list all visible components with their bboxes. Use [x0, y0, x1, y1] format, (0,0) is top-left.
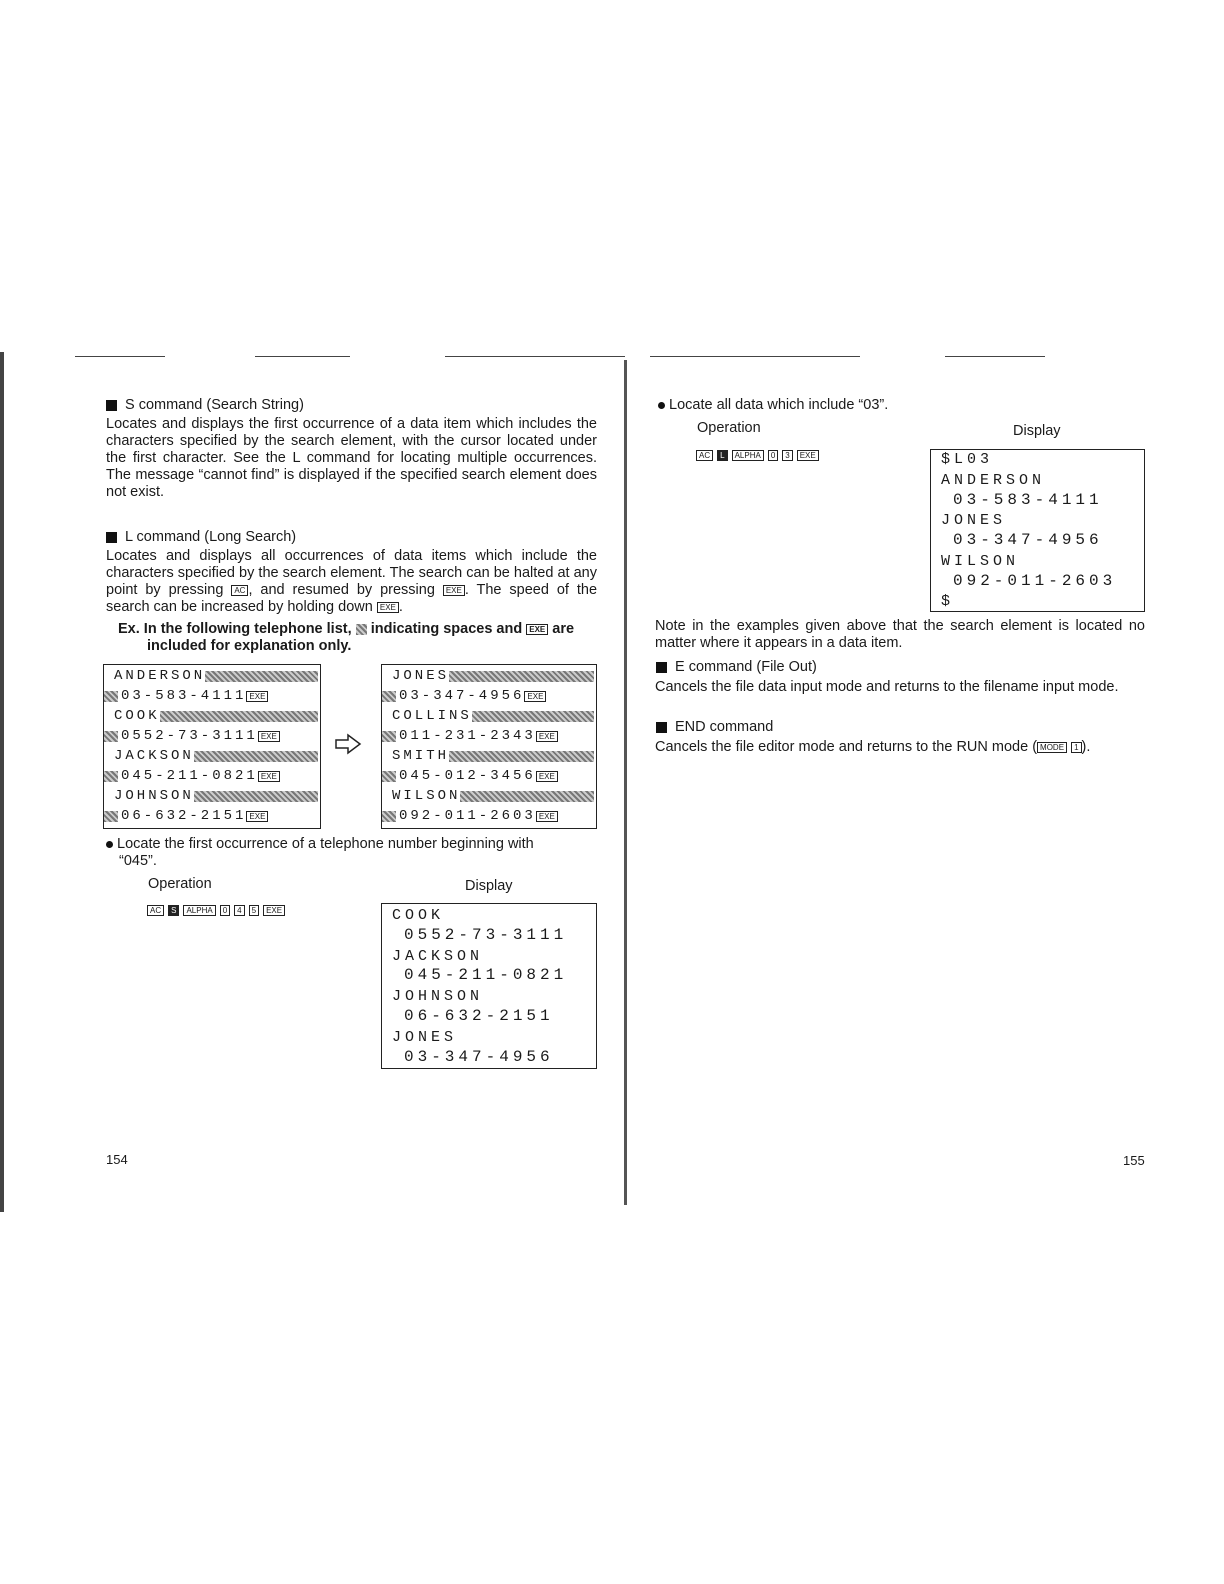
list-item: COOK — [104, 706, 320, 726]
list-item: JACKSON — [104, 746, 320, 766]
display-screen — [930, 449, 1145, 612]
right-arrow-icon — [334, 732, 362, 756]
display-row: 03-347-4956 — [953, 531, 1103, 549]
example-note-line-2: included for explanation only. — [147, 638, 352, 654]
exe-key-icon: EXE — [526, 624, 548, 635]
exe-key-icon: EXE — [443, 585, 465, 596]
exe-key-icon: EXE — [536, 771, 558, 782]
display-row: 03-583-4111 — [953, 491, 1103, 509]
display-row: 0552-73-3111 — [404, 926, 568, 944]
bullet-dot-icon — [106, 841, 113, 848]
list-item: 092-011-2603 EXE — [382, 806, 596, 826]
display-screen — [381, 903, 597, 1069]
locate-instruction: Locate the first occurrence of a telephone number beginning with — [106, 836, 597, 853]
space-marker-icon — [449, 671, 594, 682]
ac-key-icon: AC — [231, 585, 248, 596]
space-marker-icon — [460, 791, 594, 802]
page-number: 154 — [106, 1152, 128, 1167]
top-rule — [445, 356, 625, 357]
e-command-heading: E command (File Out) — [656, 659, 817, 675]
l-command-body: Locates and displays all occurrences of data items which include the characters specified by the search element. The search can be halted at any point by pressing AC , and resumed by pressing EXE . The speed of the search can be increased by holding down EXE . — [106, 548, 598, 615]
display-row: $ — [941, 593, 955, 610]
top-rule — [255, 356, 350, 357]
operation-keys — [696, 450, 819, 461]
s-command-body: Locates and displays the first occurrence of a data item which includes the characters specified by the search element, with the cursor located under the first character. See the L command for locating multiple occurrences. The message “cannot find” is displayed if the specified search element does not exist. — [106, 416, 597, 500]
e-command-body: Cancels the file data input mode and returns to the filename input mode. — [655, 679, 1119, 695]
list-item: 045-211-0821 EXE — [104, 766, 320, 786]
space-marker-icon — [194, 751, 318, 762]
ac-key-icon: AC — [147, 905, 164, 916]
locate-instruction-line-2: “045”. — [119, 853, 157, 869]
list-item: 03-583-4111 EXE — [104, 686, 320, 706]
display-row: WILSON — [941, 553, 1020, 570]
left-edge — [0, 352, 4, 1212]
bullet-square-icon — [656, 662, 667, 673]
s-key-icon: S — [168, 905, 179, 916]
display-row: JONES — [392, 1029, 458, 1046]
exe-key-icon: EXE — [258, 771, 280, 782]
space-marker-icon — [382, 691, 396, 702]
exe-key-icon: EXE — [536, 811, 558, 822]
end-command-body: Cancels the file editor mode and returns to the RUN mode ( MODE 1 ). — [655, 739, 1091, 755]
list-item: WILSON — [382, 786, 596, 806]
display-row: 03-347-4956 — [404, 1048, 554, 1066]
exe-key-icon: EXE — [797, 450, 819, 461]
operation-keys — [147, 905, 285, 916]
display-row: ANDERSON — [941, 472, 1046, 489]
list-item: COLLINS — [382, 706, 596, 726]
list-item: 0552-73-3111 EXE — [104, 726, 320, 746]
digit-key-icon: 0 — [220, 905, 230, 916]
top-rule — [945, 356, 1045, 357]
exe-key-icon: EXE — [536, 731, 558, 742]
digit-key-icon: 4 — [234, 905, 244, 916]
top-rule — [75, 356, 165, 357]
display-label: Display — [1013, 423, 1061, 439]
alpha-key-icon: ALPHA — [183, 905, 215, 916]
list-item: 045-012-3456 EXE — [382, 766, 596, 786]
display-row: 092-011-2603 — [953, 572, 1117, 590]
bullet-dot-icon — [658, 402, 665, 409]
space-marker-icon — [194, 791, 318, 802]
space-marker-icon — [104, 771, 118, 782]
space-marker-icon — [382, 771, 396, 782]
space-marker-icon — [104, 811, 118, 822]
end-command-heading: END command — [656, 719, 773, 735]
ac-key-icon: AC — [696, 450, 713, 461]
list-item: 03-347-4956 EXE — [382, 686, 596, 706]
space-marker-icon — [160, 711, 318, 722]
display-row: JONES — [941, 512, 1007, 529]
bullet-square-icon — [656, 722, 667, 733]
bullet-square-icon — [106, 400, 117, 411]
exe-key-icon: EXE — [246, 691, 268, 702]
list-item: 06-632-2151 EXE — [104, 806, 320, 826]
space-marker-icon — [382, 731, 396, 742]
exe-key-icon: EXE — [524, 691, 546, 702]
space-marker-icon — [356, 624, 367, 635]
display-row: 06-632-2151 — [404, 1007, 554, 1025]
telephone-list-after — [381, 664, 597, 829]
space-marker-icon — [205, 671, 318, 682]
list-item: ANDERSON — [104, 666, 320, 686]
space-marker-icon — [104, 731, 118, 742]
exe-key-icon: EXE — [246, 811, 268, 822]
list-item: JONES — [382, 666, 596, 686]
l-key-icon: L — [717, 450, 727, 461]
exe-key-icon: EXE — [258, 731, 280, 742]
digit-key-icon: 3 — [782, 450, 792, 461]
operation-label: Operation — [148, 876, 212, 892]
display-row: $L03 — [941, 451, 994, 468]
exe-key-icon: EXE — [263, 905, 285, 916]
display-row: COOK — [392, 907, 445, 924]
page-number: 155 — [1123, 1153, 1145, 1168]
s-command-heading: S command (Search String) — [106, 397, 304, 413]
locate-instruction: Locate all data which include “03”. — [658, 397, 888, 414]
list-item: SMITH — [382, 746, 596, 766]
space-marker-icon — [104, 691, 118, 702]
digit-key-icon: 1 — [1071, 742, 1081, 753]
top-rule — [650, 356, 860, 357]
digit-key-icon: 0 — [768, 450, 778, 461]
list-item: 011-231-2343 EXE — [382, 726, 596, 746]
space-marker-icon — [382, 811, 396, 822]
exe-key-icon: EXE — [377, 602, 399, 613]
note-text: Note in the examples given above that the search element is located no matter where it appears in a data item. — [655, 618, 1145, 651]
bullet-square-icon — [106, 532, 117, 543]
digit-key-icon: 5 — [249, 905, 259, 916]
display-row: 045-211-0821 — [404, 966, 568, 984]
alpha-key-icon: ALPHA — [732, 450, 764, 461]
space-marker-icon — [449, 751, 594, 762]
display-row: JOHNSON — [392, 988, 484, 1005]
space-marker-icon — [472, 711, 594, 722]
example-note: Ex. In the following telephone list, indicating spaces and EXE are — [118, 621, 575, 637]
mode-key-icon: MODE — [1037, 742, 1067, 753]
telephone-list-before — [103, 664, 321, 829]
list-item: JOHNSON — [104, 786, 320, 806]
l-command-heading: L command (Long Search) — [106, 529, 296, 545]
operation-label: Operation — [697, 420, 761, 436]
page-gutter — [624, 360, 627, 1205]
display-label: Display — [465, 878, 513, 894]
display-row: JACKSON — [392, 948, 484, 965]
